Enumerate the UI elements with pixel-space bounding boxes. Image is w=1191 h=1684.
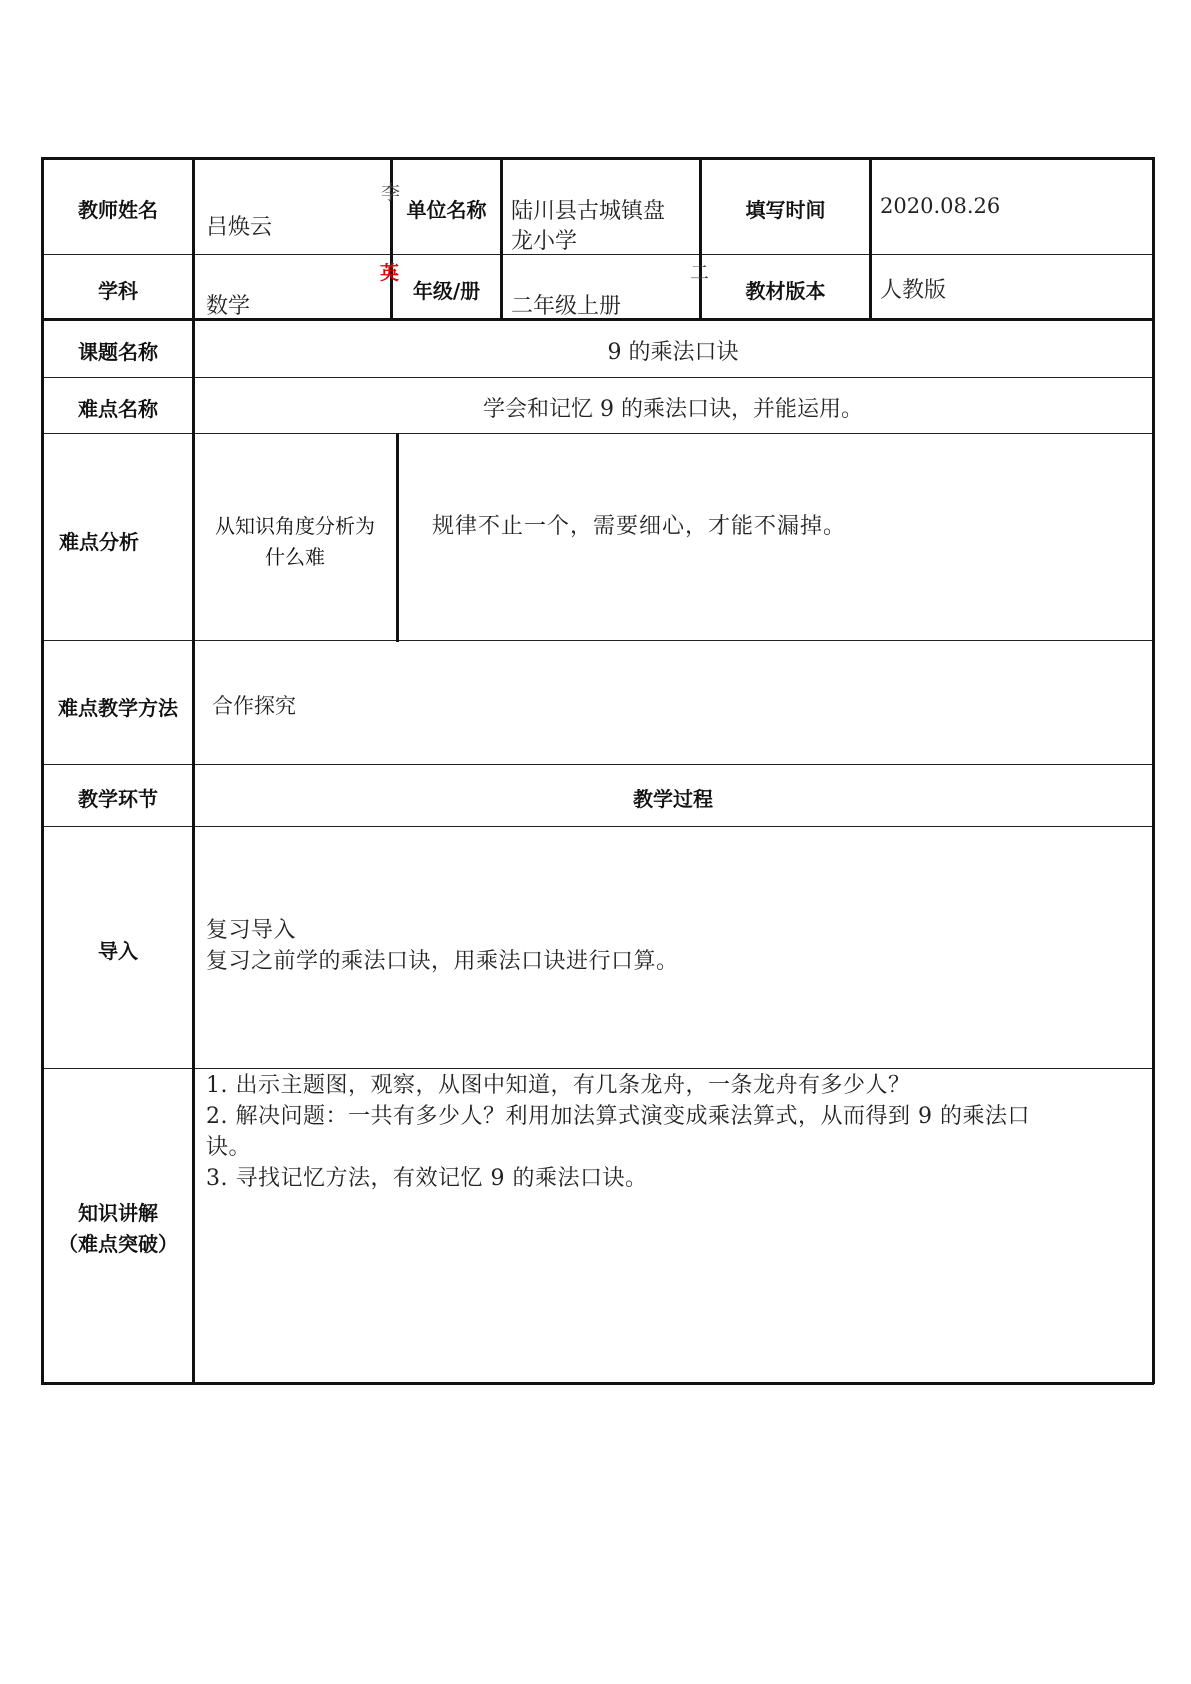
table-right-border: [1152, 157, 1155, 1384]
table-bottom-border: [41, 1382, 1154, 1385]
difficulty-analysis-label: 难点分析: [59, 530, 139, 554]
difficulty-value: 学会和记忆 9 的乘法口诀，并能运用。: [483, 397, 863, 422]
stray-red-character: 英: [380, 262, 400, 284]
grade-label: 年级/册: [412, 279, 481, 303]
textbook-edition-label: 教材版本: [745, 279, 826, 303]
teacher-name-value: 吕焕云: [206, 215, 273, 240]
stray-character: 二: [690, 262, 710, 284]
teaching-method-value: 合作探究: [212, 694, 296, 718]
teacher-name-label: 教师姓名: [78, 198, 158, 222]
row-divider: [41, 640, 1154, 641]
explain-line-4: 3. 寻找记忆方法，有效记忆 9 的乘法口诀。: [206, 1166, 648, 1191]
row-divider: [41, 764, 1154, 765]
row-divider: [41, 433, 1154, 434]
intro-line-2: 复习之前学的乘法口诀，用乘法口诀进行口算。: [206, 949, 679, 974]
row-divider: [41, 826, 1154, 827]
stray-character: 李: [381, 182, 401, 204]
teaching-stage-header: 教学环节: [78, 787, 158, 811]
intro-stage-label: 导入: [98, 939, 138, 963]
subject-value: 数学: [206, 294, 251, 319]
teaching-process-header: 教学过程: [633, 787, 713, 811]
unit-name-value-line1: 陆川县古城镇盘: [511, 199, 666, 224]
explain-line-3: 诀。: [206, 1135, 252, 1160]
analysis-sublabel-line1: 从知识角度分析为: [215, 514, 375, 538]
analysis-divider: [396, 433, 399, 642]
row-divider: [41, 1068, 1154, 1069]
row-divider: [41, 254, 1154, 255]
explain-stage-label-line2: （难点突破）: [58, 1232, 178, 1256]
difficulty-label: 难点名称: [78, 397, 158, 421]
table-top-border: [41, 157, 1154, 160]
intro-line-1: 复习导入: [206, 918, 297, 943]
topic-value: 9 的乘法口诀: [607, 340, 739, 365]
unit-name-label: 单位名称: [406, 198, 487, 222]
fill-date-value: 2020.08.26: [880, 194, 1001, 218]
topic-label: 课题名称: [78, 340, 158, 364]
column-divider: [869, 157, 872, 320]
fill-date-label: 填写时间: [745, 198, 826, 222]
column-divider: [500, 157, 503, 320]
explain-line-1: 1. 出示主题图，观察，从图中知道，有几条龙舟，一条龙舟有多少人？: [206, 1073, 911, 1098]
analysis-sublabel-line2: 什么难: [265, 545, 325, 569]
unit-name-value-line2: 龙小学: [511, 229, 578, 254]
explain-stage-label-line1: 知识讲解: [78, 1201, 158, 1225]
subject-label: 学科: [98, 279, 138, 303]
row-divider: [41, 377, 1154, 378]
teaching-method-label: 难点教学方法: [58, 696, 178, 720]
explain-line-2: 2. 解决问题：一共有多少人？利用加法算式演变成乘法算式，从而得到 9 的乘法口: [206, 1104, 1030, 1129]
grade-value: 二年级上册: [511, 294, 622, 319]
textbook-edition-value: 人教版: [880, 278, 947, 303]
analysis-value: 规律不止一个，需要细心，才能不漏掉。: [432, 514, 847, 539]
